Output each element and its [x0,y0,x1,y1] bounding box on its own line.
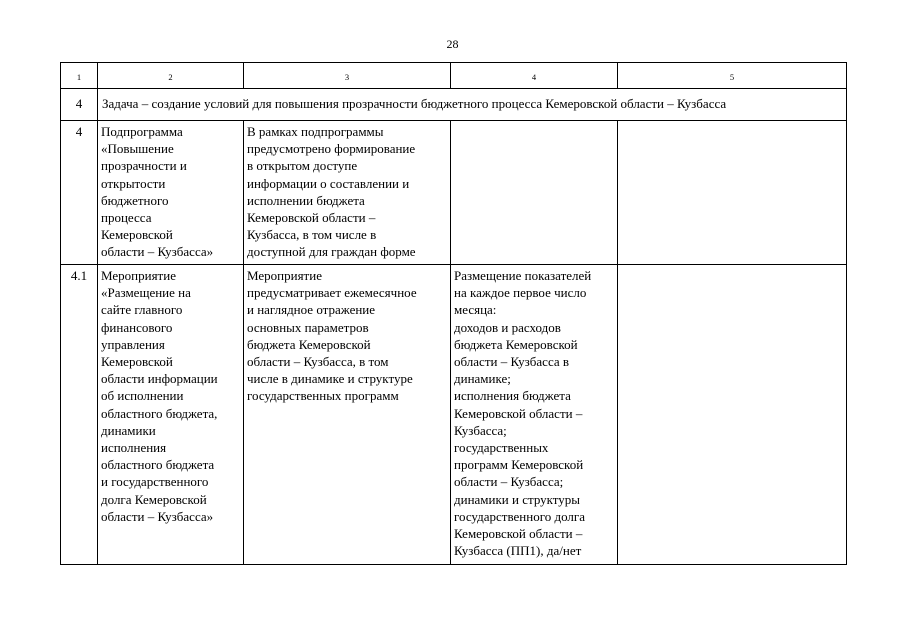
row-col5-cell [618,121,847,265]
header-cell-4: 4 [451,63,618,89]
table-row [61,121,847,265]
header-cell-3: 3 [244,63,451,89]
row-name-cell: Мероприятие «Размещение на сайте главного финансового управления Кемеровской области информации об исполнении областного бюджета, динамики исполнения областного бюджета и государственного долга Кемеровской области – Кузбасса» [98,265,244,565]
table-row [61,265,847,565]
row-name-cell: Подпрограмма «Повышение прозрачности и открытости бюджетного процесса Кемеровской области – Кузбасса» [98,121,244,265]
row-indicator-cell: Размещение показателей на каждое первое число месяца: доходов и расходов бюджета Кемеровской области – Кузбасса в динамике; исполнения бюджета Кемеровской области – Кузбасса; государственных программ Кемеровской области – Кузбасса; динамики и структуры государственного долга Кемеровской области – Кузбасса (ПП1), да/нет [451,265,618,565]
header-cell-2: 2 [98,63,244,89]
task-number: 4 [61,89,98,121]
row-indicator-cell [451,121,618,265]
program-table [60,62,847,565]
row-description-cell: В рамках подпрограммы предусмотрено формирование в открытом доступе информации о составлении и исполнении бюджета Кемеровской области – Кузбасса, в том числе в доступной для граждан форме [244,121,451,265]
task-text: Задача – создание условий для повышения прозрачности бюджетного процесса Кемеровской области – Кузбасса [98,89,847,121]
header-cell-5: 5 [618,63,847,89]
table-header-row [61,63,847,89]
header-cell-1: 1 [61,63,98,89]
row-number: 4 [61,121,98,265]
page-number: 28 [446,37,459,51]
row-col5-cell [618,265,847,565]
row-description-cell: Мероприятие предусматривает ежемесячное и наглядное отражение основных параметров бюджета Кемеровской области – Кузбасса, в том числе в динамике и структуре государственных программ [244,265,451,565]
row-number: 4.1 [61,265,98,565]
task-row [61,89,847,121]
